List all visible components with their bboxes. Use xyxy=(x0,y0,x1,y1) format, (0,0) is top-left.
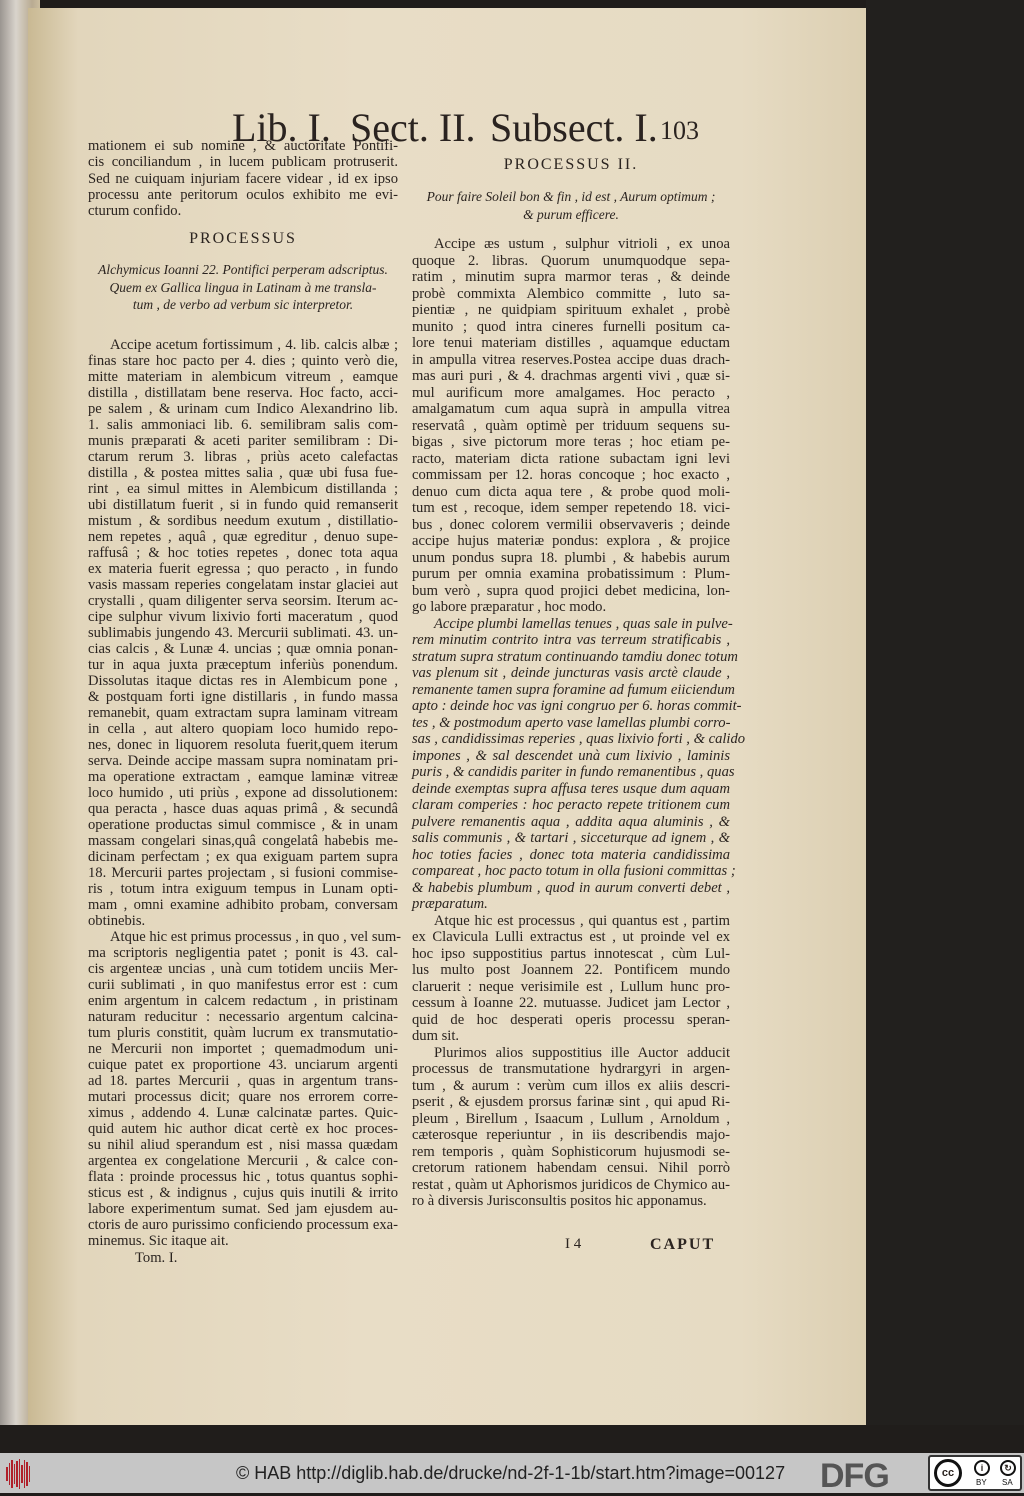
text-line: ctoris de auro purissimo conficiendo processum exa- xyxy=(88,1217,398,1233)
by-label: BY xyxy=(976,1478,987,1487)
text-line: claram comperies : hoc peracto repete tritionem cum xyxy=(412,797,730,813)
text-line: in cella , aut altero quopiam loco humido repo- xyxy=(88,721,398,737)
text-line: tur in aqua juxta præceptum inferiùs ponendum. xyxy=(88,657,398,673)
text-line: crystalli , quam diligenter serva seorsim. Iterum ac- xyxy=(88,593,398,609)
text-line: probè commixta Alembico committe , luto sa- xyxy=(412,285,730,302)
text-line: minemus. Sic itaque ait. xyxy=(88,1233,229,1249)
text-line: & purum efficere. xyxy=(523,206,619,222)
text-line: labore experimentum sumat. Sed jam ejusdem au- xyxy=(88,1201,398,1217)
text-line: Pour faire Soleil bon & fin , id est , Aurum optimum ; xyxy=(426,189,716,204)
text-line: argentea ex congelatione Mercurii , & calce con- xyxy=(88,1153,398,1169)
text-line: bum verò , supra quod projici debet medicina, lon- xyxy=(412,582,730,599)
text-line: dum sit. xyxy=(412,1028,460,1044)
text-line: remanebit, quam extractam supra laminam vitream xyxy=(88,705,398,721)
catchword: CAPUT xyxy=(650,1236,716,1253)
text-line: hoc toties facies , donec tota materia candidissima xyxy=(412,846,730,863)
copyright-link[interactable]: © HAB http://diglib.hab.de/drucke/nd-2f-1-1b/start.htm?image=00127 xyxy=(236,1463,786,1483)
text-line: Accipe æs ustum , sulphur vitrioli , ex unoa xyxy=(434,236,730,252)
text-line: raffusâ ; & hoc toties repetes , donec tota aqua xyxy=(88,545,398,561)
text-line: claruerit : neque verisimile est , Lullum hunc pro- xyxy=(412,978,730,995)
running-head-sect: Sect. II. xyxy=(350,105,476,150)
left-body xyxy=(88,337,402,1249)
text-line: obtinebis. xyxy=(88,913,146,929)
text-line: reservatâ , quàm optimè per triduum sequens su- xyxy=(412,417,730,434)
text-line: salis communis , & tartari , sicceturque ad ignem , & xyxy=(412,830,730,846)
text-line: 1. salis ammoniaci lib. 6. semilibram salis com- xyxy=(88,417,398,433)
text-line: finas stare hoc pacto per 4. dies ; quinto verò die, xyxy=(88,353,398,369)
text-line: ma operatione extractam , eamque laminæ vitreæ xyxy=(88,769,398,785)
text-line: bigas , sive pictorum more teras ; hoc etiam pe- xyxy=(412,434,730,450)
left-heading: PROCESSUS xyxy=(189,230,297,247)
right-body xyxy=(412,236,746,1210)
text-line: bus , donec colorem vermilii observaveris ; deinde xyxy=(412,516,730,533)
text-line: sas , candidissimas reperies , quas lixivio forti , & calido xyxy=(412,731,746,747)
text-line: loco humido , uti priùs , expone ad dissolutionem: xyxy=(88,785,398,801)
text-line: pleum , Birellum , Isaacum , Lullum , Arnoldum , xyxy=(412,1110,730,1127)
text-line: deinde exemptas supra affusa teres usque dum aquam xyxy=(412,780,730,797)
text-line: nem repetes , aquâ , quæ egreditur , denuo supe- xyxy=(88,529,398,545)
text-line: racto, materiam dicta ratione subactam igni levi xyxy=(412,450,730,467)
text-line: cæterosque reperiuntur , in iis describendis majo- xyxy=(412,1127,730,1143)
share-alike-icon: ↻ xyxy=(1000,1460,1016,1476)
text-line: stratum supra stratum continuando tamdiu donec totum xyxy=(412,648,738,665)
text-line: rem temporis , quàm Sophisticorum hujusmodi se- xyxy=(412,1143,730,1160)
text-line: restat , quàm ut Aphorismos juridicos de Chymico au- xyxy=(412,1176,730,1193)
text-line: Accipe plumbi lamellas tenues , quas sale in pulve- xyxy=(434,615,733,632)
text-line: lus multo post Joannem 22. Pontificem mundo xyxy=(412,962,730,978)
text-line: ris , totum intra exiguum tempus in Lunam opti- xyxy=(88,881,398,897)
text-line: apto : deinde hoc vas igni congruo per 6. horas commit- xyxy=(412,698,742,714)
text-line: operatione productas simul commisce , & in unam xyxy=(88,817,398,833)
text-line: ro à diversis Jurisconsultis positos hic apponamus. xyxy=(412,1193,707,1209)
right-paragraph-4 xyxy=(412,1045,730,1210)
right-paragraph-1 xyxy=(412,236,730,616)
footer-strip xyxy=(0,1425,1024,1453)
text-line: remanente tamen supra foramine ad fumum eiiciendum xyxy=(412,681,735,698)
text-line: cturum confido. xyxy=(88,203,182,220)
text-line: puris , & candidis pariter in fundo remanentibus , quas xyxy=(412,764,735,780)
text-line: munis præparati & aceti pariter semilibram : Di- xyxy=(88,433,398,449)
text-line: impones , & sal descendet unà cum lixivio , laminis xyxy=(412,747,730,764)
text-line: massam congelari sinas,quâ congelatâ habebis me- xyxy=(88,833,398,849)
text-line: rem minutim contrito intra vas terreum stratificabis , xyxy=(412,632,730,648)
text-line: & habebis plumbum , quod in aurum converti debet , xyxy=(412,879,730,896)
text-line: 18. Mercurii partes projectam , si fusioni commise- xyxy=(88,865,398,881)
text-line: cis argenteæ uncias , unà cum totidem unciis Mer- xyxy=(88,961,398,977)
text-line: sticus est , & indignus , cujus quis inutili & irrito xyxy=(88,1185,398,1201)
text-line: mam , omni examine adhibito probam, conversam xyxy=(88,897,398,913)
text-line: in ampulla vitrea reserves.Postea accipe duas drach- xyxy=(412,351,730,368)
text-line: Sed ne cuiquam injuriam facere videar , id ex ipso xyxy=(88,170,398,187)
text-line: cretorum rationem habendam censui. Nihil porrò xyxy=(412,1160,730,1176)
text-line: serva. Deinde accipe massam supra nominatam pri- xyxy=(88,753,398,769)
text-line: go labore præparatur , hoc modo. xyxy=(412,599,607,615)
text-line: Accipe acetum fortissimum , 4. lib. calcis albæ ; xyxy=(110,337,398,353)
text-line: naturam reducitur : necessario argentum calcina- xyxy=(88,1009,398,1025)
running-head-subsect: Subsect. I. xyxy=(490,105,658,150)
cc-icon: cc xyxy=(934,1459,962,1487)
left-paragraph-2 xyxy=(88,929,402,1249)
scanner-background xyxy=(866,0,1024,1425)
right-paragraph-2 xyxy=(412,615,746,913)
text-line: ctarum rerum 3. libras , priùs aceto calefactas xyxy=(88,449,398,465)
text-line: quid autem hic author dicat certè ex hoc proces- xyxy=(88,1121,398,1137)
text-line: ex materia fuerit egressa ; quo peracto , in fundo xyxy=(88,561,398,577)
text-line: qua peracta , hasce duas aquas primâ , & secundâ xyxy=(88,801,398,817)
running-head-lib: Lib. I. xyxy=(232,105,331,150)
text-line: præparatum. xyxy=(412,896,488,912)
text-line: distilla , distillatam bene reserva. Hoc facto, acci- xyxy=(88,385,398,401)
text-line: amalgamatum cum aqua suprà in ampulla vitrea xyxy=(412,401,730,417)
text-line: compareat , hoc pacto totum in olla fusioni committas ; xyxy=(412,863,736,879)
text-line: mutari processus dicit; quare nos errorem corre- xyxy=(88,1089,398,1105)
text-line: purum per omnia examina probatissimum : Plum- xyxy=(412,566,730,582)
text-line: tum est , recoque, idem semper repetendo 18. vici- xyxy=(412,500,730,516)
page-number: 103 xyxy=(660,116,699,145)
text-line: pserit , & ejusdem prorsus farinæ sint , qui apud Ri- xyxy=(412,1094,730,1110)
text-line: Dissolutas itaque dictas res in Alembicum pone , xyxy=(88,673,398,689)
text-line: su nihil aliud sperandum est , nisi massa quædam xyxy=(88,1137,398,1153)
text-line: accipe hujus materiæ pondus: explora , & projice xyxy=(412,533,730,549)
text-line: commissam per 12. horas concoque ; hoc exacto , xyxy=(412,467,730,483)
text-line: hoc ipso suppostitius partus innotescat , cùm Lul- xyxy=(412,945,730,962)
right-paragraph-3 xyxy=(412,913,730,1045)
text-line: cessum à Ioanne 22. mutuasse. Judicet jam Lector , xyxy=(412,995,730,1011)
text-line: unum pondus supra 18. plumbi , & habebis aurum xyxy=(412,549,730,566)
text-line: ubi distillatum fuerit , si in fundo quid remanserit xyxy=(88,497,398,513)
text-line: tes , & postmodum aperto vase lamellas plumbi corro- xyxy=(412,714,731,731)
hab-logo-icon xyxy=(6,1459,32,1489)
signature-gathering: I 4 xyxy=(565,1236,582,1252)
text-line: cuique patet ex proportione 43. unciarum argenti xyxy=(88,1057,398,1073)
left-subheading xyxy=(88,261,398,314)
text-line: mationem ei sub nomine , & auctoritate Pontifi- xyxy=(88,138,398,154)
text-line: ximus , addendo 4. Lunæ calcinatæ partes. Quic- xyxy=(88,1105,398,1121)
text-line: lore tenui materiam distilles , aquamque eductam xyxy=(412,335,730,351)
text-line: pulvere remanentis aqua , addita aqua aluminis , & xyxy=(412,813,730,830)
text-line: vas plenum sit , deinde juncturas vasis arctè claude , xyxy=(412,665,730,681)
text-line: cis conciliandum , in lucem publicam protruserit. xyxy=(88,154,398,171)
text-line: tum , & aurum : verùm cum illos ex aliis descri- xyxy=(412,1077,730,1094)
text-line: tum , de verbo ad verbum sic interpretor. xyxy=(132,297,354,312)
text-line: Alchymicus Ioanni 22. Pontifici perperam adscriptus. xyxy=(98,262,388,277)
text-line: Plurimos alios suppostitius ille Auctor adducit xyxy=(434,1044,730,1061)
text-line: tum pluris constitit, quàm lucrum ex transmutatio- xyxy=(88,1025,398,1041)
dfg-logo: DFG xyxy=(820,1457,889,1495)
right-subheading xyxy=(412,188,730,223)
signature-mark: Tom. I. xyxy=(135,1250,178,1266)
text-line: curii sublimati , in quo manifestus error est : cum xyxy=(88,977,398,993)
right-heading: PROCESSUS II. xyxy=(503,156,639,173)
sa-label: SA xyxy=(1002,1478,1013,1487)
text-line: Quem ex Gallica lingua in Latinam à me transla- xyxy=(109,279,377,295)
text-line: sublimabis jungendo 43. Mercurii sublimati. 43. un- xyxy=(88,625,398,641)
text-line: quid de hoc desperati operis processu speran- xyxy=(412,1011,730,1028)
text-line: flata : proinde processus hic , totus quantus sophi- xyxy=(88,1169,398,1185)
text-line: mul aurificum more amalgames. Hoc peracto , xyxy=(412,384,730,401)
footer-bar xyxy=(0,1453,1024,1493)
text-line: pe salem , & urinam cum Indico Alexandrino lib. xyxy=(88,401,398,417)
text-line: denuo cum dicta aqua tere , & probe quod moli- xyxy=(412,483,730,500)
cc-license-badge[interactable] xyxy=(928,1455,1022,1491)
text-line: vasis massam reperies congelatam instar glaciei aut xyxy=(88,577,398,593)
text-line: quoque 2. libras. Quorum unumquodque sepa- xyxy=(412,252,730,269)
text-line: Atque hic est primus processus , in quo , vel sum- xyxy=(110,929,402,945)
text-line: ratim , minutim supra marmor teras , & deinde xyxy=(412,269,730,285)
text-line: Atque hic est processus , qui quantus est , partim xyxy=(434,912,730,929)
text-line: nes, donec in liquorem resoluta fuerit,quem iterum xyxy=(88,737,398,753)
text-line: cias calcis , & Lunæ 4. uncias ; quæ omnia ponan- xyxy=(88,641,398,657)
text-line: munito ; quod intra cineres furnelli positum ca- xyxy=(412,318,730,335)
text-line: mas auri puri , & 4. drachmas argenti vivi , quæ si- xyxy=(412,368,730,384)
text-line: ad 18. partes Mercurii , quas in argentum trans- xyxy=(88,1073,398,1089)
text-line: processu ante peritorum oculos exhibito me evi- xyxy=(88,186,398,203)
text-line: pientiæ , ne quidpiam spirituum exhalet , probè xyxy=(412,302,730,318)
text-line: distilla , & postea mittes salia , quæ ubi fusa fue- xyxy=(88,465,398,481)
left-paragraph-1 xyxy=(88,337,398,929)
text-line: ma scriptoris negligentia patet ; ponit is 43. cal- xyxy=(88,945,398,961)
text-line: dicinam perfectam ; ex qua exiguam partem supra xyxy=(88,849,398,865)
text-line: processus de transmutatione hydrargyri in argen- xyxy=(412,1061,730,1077)
text-line: mitte materiam in alembicum vitreum , eamque xyxy=(88,369,398,385)
text-line: rint , ea simul mittes in Alembicum distillanda ; xyxy=(88,481,398,497)
text-line: cipe sulphur vivum lixivio forti maceratum , quod xyxy=(88,609,398,625)
text-line: ne Mercurii non importet ; quemadmodum uni- xyxy=(88,1041,398,1057)
attribution-icon: i xyxy=(974,1460,990,1476)
left-intro-paragraph xyxy=(88,138,398,219)
text-line: ex Clavicula Lulli extractus est , ut proinde vel ex xyxy=(412,929,730,945)
text-line: & postquam forti igne distillaris , in fundo massa xyxy=(88,689,398,705)
text-line: enim argentum in calcem redactum , in pristinam xyxy=(88,993,398,1009)
text-line: mistum , & sordibus needum exutum , distillatio- xyxy=(88,513,398,529)
